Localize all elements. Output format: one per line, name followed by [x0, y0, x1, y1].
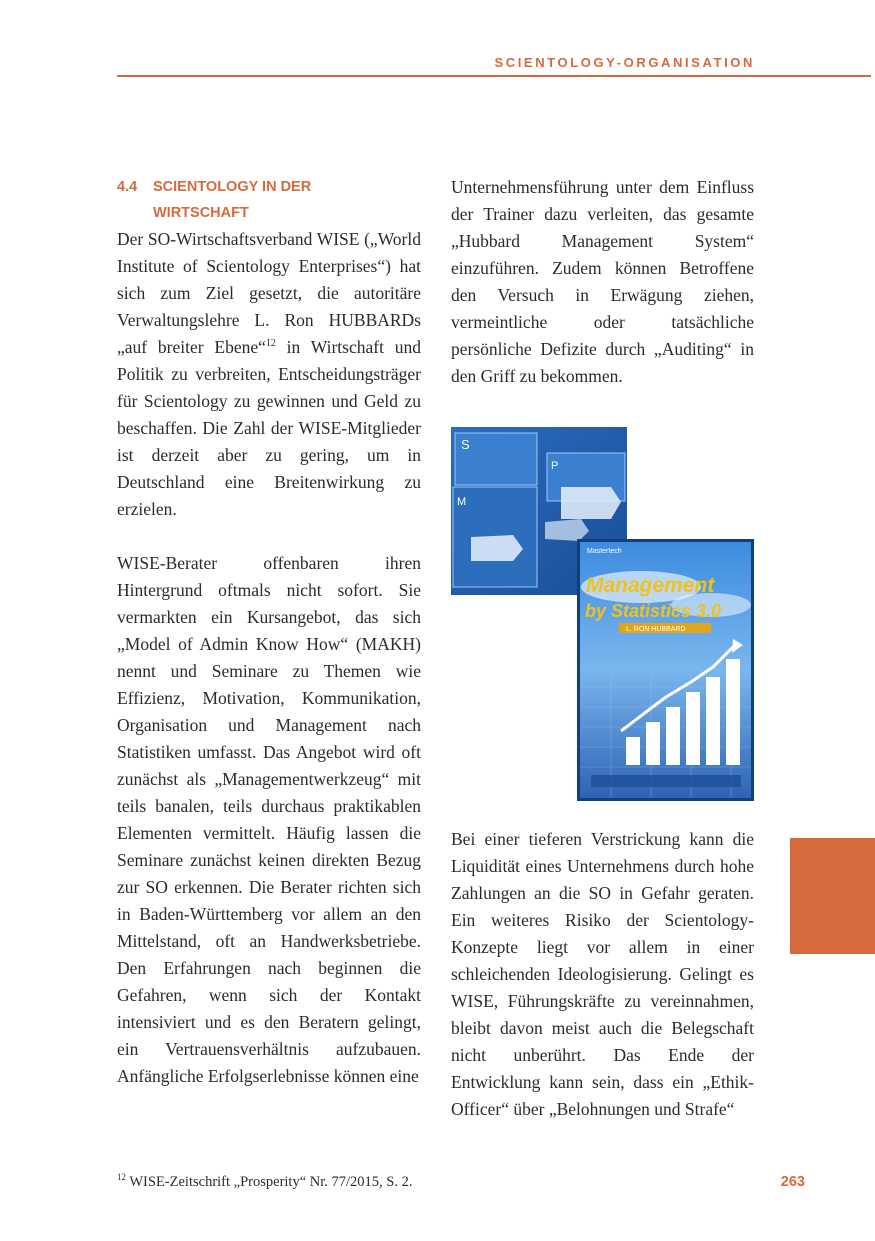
page-number: 263	[780, 1174, 805, 1190]
section-title-line1: SCIENTOLOGY IN DER	[153, 179, 312, 195]
back-cover-letter-m: M	[457, 496, 467, 508]
footnote	[117, 1174, 412, 1191]
front-cover	[577, 539, 754, 801]
front-cover-title-2: by Statistics 3.0	[585, 601, 722, 621]
section-title	[153, 174, 311, 226]
footnote-number: 12	[117, 1172, 126, 1183]
paragraph-4: Bei einer tieferen Verstrickung kann die Liquidität eines Unternehmens durch hohe Zahlungen an die SO in Gefahr geraten. Ein weiteres Risiko der Scientology-Konzepte liegt vor allem in einer schleichenden Ideologisierung. Gelingt es WISE, Führungskräfte zu vereinnahmen, bleibt davon meist auch die Belegschaft nicht unberührt. Das Ende der Entwicklung kann sein, dass ein „Ethik-Officer“ über „Belohnungen und Strafe“	[451, 829, 754, 1119]
paragraph-1-text-b: in Wirtschaft und Politik zu verbreiten, Entscheidungsträger für Scientology zu gewinnen und Geld zu beschaffen. Die Zahl der WISE-Mitglieder ist derzeit aber zu gering, um in Deutschland eine Breitenwirkung zu erzielen.	[117, 337, 421, 519]
paragraph-1-text-a: Der SO-Wirtschaftsverband WISE („World Institute of Scientology Enterprises“) hat sich zum Ziel gesetzt, die autoritäre Verwaltungslehre L. Ron HUBBARDs „auf breiter Ebene“	[117, 229, 421, 357]
footnote-ref[interactable]: 12	[265, 338, 276, 350]
running-head: SCIENTOLOGY-ORGANISATION	[494, 55, 755, 70]
header-rule	[117, 75, 871, 77]
front-cover-author: L. RON HUBBARD	[626, 626, 686, 633]
paragraph-2: WISE-Berater offenbaren ihren Hintergrund oftmals nicht sofort. Sie vermarkten ein Kursangebot, das sich „Model of Admin Know How“ (MAKH) nennt und Seminare zu Themen wie Effizienz, Motivation, Kommunikation, Organisation und Management nach Statistiken umfasst. Das Angebot wird oft zunächst als „Managementwerkzeug“ mit teils banalen, teils durchaus praktikablen Elementen vermittelt. Häufig lassen die Seminare zunächst keinen direkten Bezug zur SO erkennen. Die Berater richten sich in Baden-Württemberg vor allem an den Mittelstand, oft an Handwerksbetriebe. Den Erfahrungen nach beginnen die Gefahren, wenn sich der Kontakt intensiviert und es den Beratern gelingt, ein Vertrauensverhältnis aufzubauen. Anfängliche Erfolgserlebnisse können eine	[117, 553, 421, 1086]
chapter-tab-marker	[790, 838, 875, 954]
paragraph-3: Unternehmensführung unter dem Einfluss der Trainer dazu verleiten, das gesamte „Hubbard Management System“ einzuführen. Zudem können Betroffene den Versuch in Erwägung ziehen, vermeintliche oder tatsächliche persönliche Defizite durch „Auditing“ in den Griff zu bekommen.	[451, 177, 754, 386]
back-cover-letter-p: P	[551, 460, 559, 472]
book-covers-image	[451, 427, 754, 802]
front-cover-title-1: Management	[586, 574, 715, 597]
book-covers-figure	[451, 427, 754, 802]
left-column	[117, 174, 421, 1090]
section-number: 4.4	[117, 179, 138, 195]
section-title-line2: WIRTSCHAFT	[153, 205, 249, 221]
section-heading	[117, 174, 421, 226]
front-cover-publisher: Mastertech	[587, 548, 622, 555]
back-cover-letter-s: S	[461, 437, 470, 452]
right-column-top	[451, 174, 754, 390]
footnote-text: WISE-Zeitschrift „Prosperity“ Nr. 77/2015, S. 2.	[129, 1174, 413, 1190]
paragraph-1	[117, 226, 421, 523]
right-column-bottom	[451, 826, 754, 1123]
paragraph-gap	[117, 523, 421, 550]
